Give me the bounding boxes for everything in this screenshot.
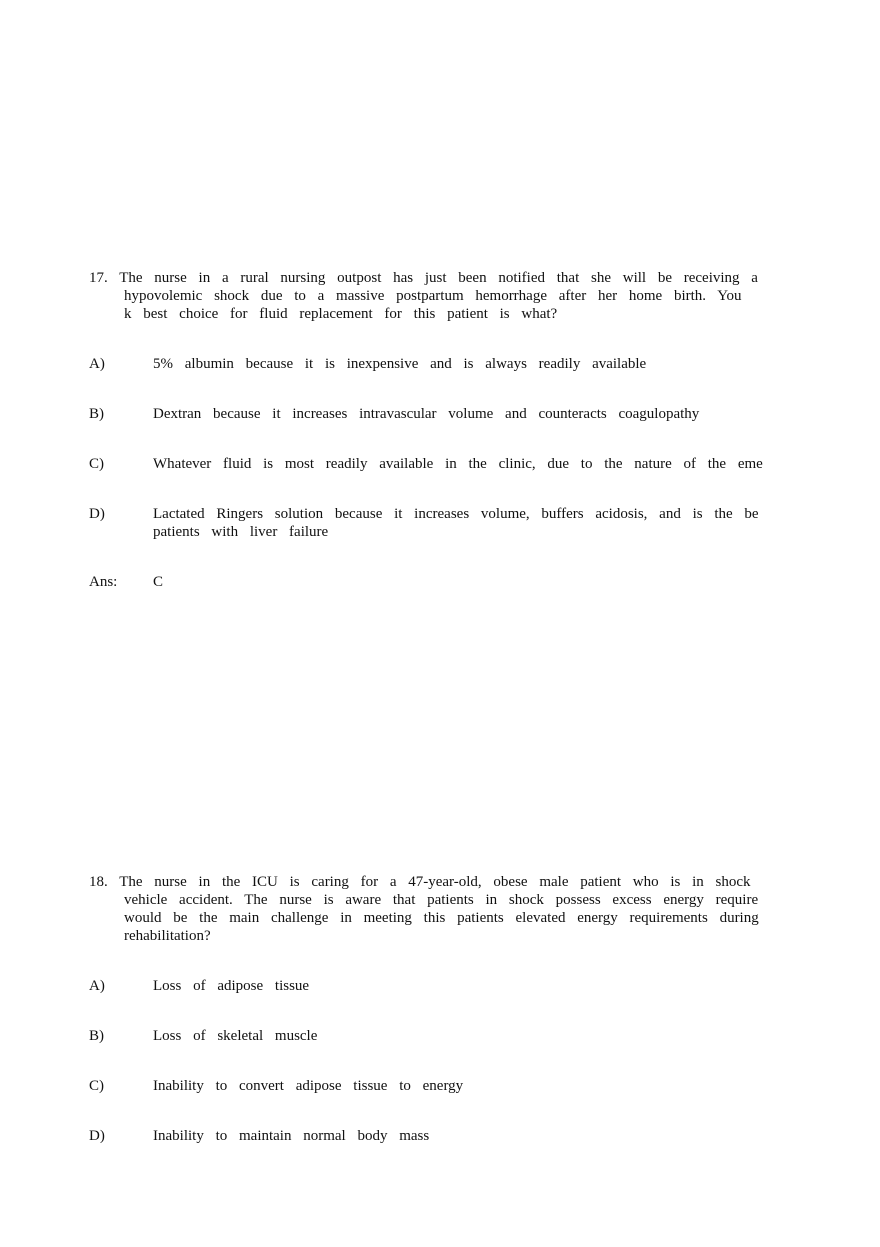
option-a [89, 355, 801, 373]
option-text: Loss of adipose tissue [153, 978, 310, 994]
option-text: Dextran because it increases intravascular volume and counteracts coagulopathy [153, 406, 700, 422]
stem-line: would be the main challenge in meeting this patients elevated energy requirements during [124, 910, 759, 926]
answer-key [89, 573, 801, 591]
answer-options [89, 977, 801, 1145]
stem-line: k best choice for fluid replacement for this patient is what? [124, 306, 558, 322]
answer-value: C [153, 574, 164, 590]
option-letter: C) [89, 1078, 104, 1094]
option-c [89, 455, 801, 473]
option-c [89, 1077, 801, 1095]
stem-line: 18. The nurse in the ICU is caring for a 47-year-old, obese male patient who is in shock [89, 874, 751, 890]
option-d [89, 505, 801, 541]
option-d [89, 1127, 801, 1145]
answer-options [89, 355, 801, 541]
option-b [89, 405, 801, 423]
question-stem [89, 269, 801, 323]
option-letter: B) [89, 406, 104, 422]
option-letter: D) [89, 506, 105, 522]
option-letter: A) [89, 356, 105, 372]
stem-line: rehabilitation? [124, 928, 211, 944]
option-letter: A) [89, 978, 105, 994]
option-a [89, 977, 801, 995]
question-stem [89, 873, 801, 945]
question-18 [89, 873, 801, 1177]
option-text: Loss of skeletal muscle [153, 1028, 318, 1044]
stem-line: 17. The nurse in a rural nursing outpost has just been notified that she will be receiving a [89, 270, 758, 286]
option-letter: B) [89, 1028, 104, 1044]
stem-line: hypovolemic shock due to a massive postpartum hemorrhage after her home birth. You [124, 288, 742, 304]
option-text: Whatever fluid is most readily available in the clinic, due to the nature of the eme [153, 456, 763, 472]
option-text: Inability to convert adipose tissue to energy [153, 1078, 464, 1094]
question-17 [89, 269, 801, 591]
option-text: Lactated Ringers solution because it increases volume, buffers acidosis, and is the be patients with liver failure [153, 506, 759, 540]
option-letter: D) [89, 1128, 105, 1144]
stem-line: vehicle accident. The nurse is aware that patients in shock possess excess energy require [124, 892, 759, 908]
answer-label: Ans: [89, 574, 118, 590]
option-text: Inability to maintain normal body mass [153, 1128, 430, 1144]
option-letter: C) [89, 456, 104, 472]
option-text: 5% albumin because it is inexpensive and is always readily available [153, 356, 647, 372]
option-b [89, 1027, 801, 1045]
